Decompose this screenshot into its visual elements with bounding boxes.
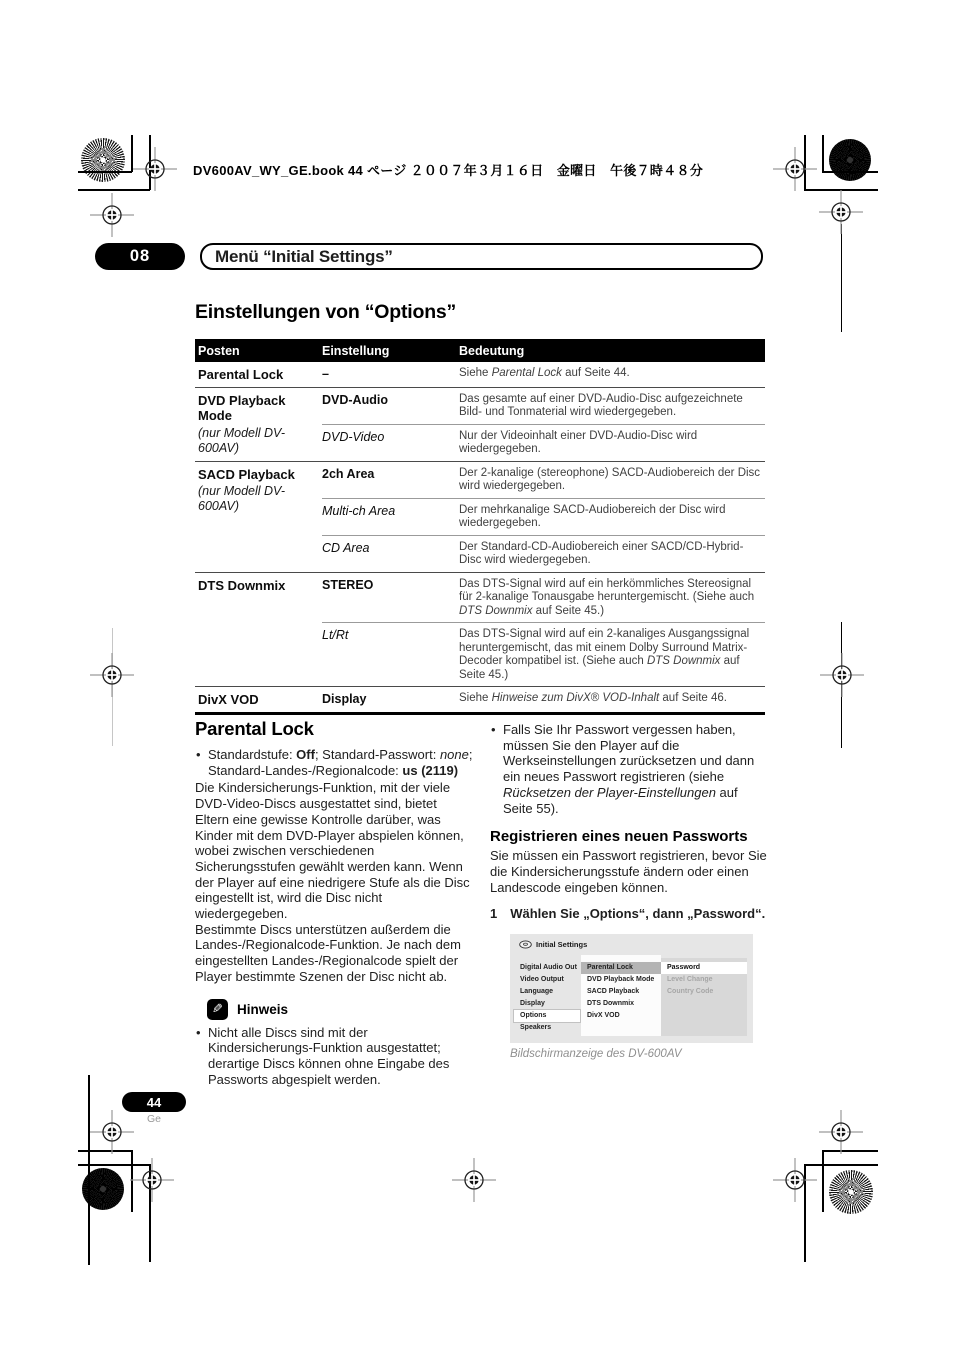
text-segment: none	[439, 747, 469, 762]
table-cell-setting: Lt/Rt	[322, 628, 349, 642]
table-subrow	[322, 622, 765, 686]
osd-middle-menu	[581, 962, 661, 1022]
parental-lock-section	[195, 716, 473, 1089]
posten-note: (nur Modell DV-600AV)	[198, 425, 286, 455]
registration-starburst-bottom-right	[829, 1170, 873, 1214]
osd-left-menu-item: Speakers	[520, 1024, 552, 1031]
osd-middle-menu-item: DVD Playback Mode	[587, 976, 655, 983]
osd-screenshot	[510, 934, 753, 1043]
forgot-password-bullet	[490, 722, 767, 816]
osd-middle-menu-item: DivX VOD	[587, 1012, 620, 1019]
table-subrows	[322, 462, 765, 572]
table-header-bedeutung: Bedeutung	[459, 343, 525, 358]
text-segment: Rücksetzen der Player-Einstellungen	[503, 784, 716, 800]
crop-mark-line	[822, 135, 824, 172]
crop-mark-line	[841, 224, 842, 332]
section-title: Einstellungen von “Options”	[195, 301, 457, 323]
table-subrow	[322, 687, 765, 711]
posten-name: DVD Playback Mode	[198, 392, 286, 423]
text-segment: Der mehrkanalige SACD-Audiobereich der Disc wird wiedergegeben.	[459, 503, 726, 529]
table-cell-setting: Display	[322, 692, 367, 706]
table-subrow	[322, 573, 765, 623]
table-cell-posten	[195, 462, 322, 572]
text-segment: DTS Downmix	[646, 655, 721, 667]
registration-crosshair-icon	[88, 191, 136, 239]
crop-mark-line	[78, 171, 132, 173]
text-segment: Parental Lock	[491, 367, 562, 379]
text-segment: Das gesamte auf einer DVD-Audio-Disc aufgezeichnete Bild- und Tonmaterial wird wiedergegeben.	[459, 392, 743, 418]
registration-crosshair-icon	[818, 651, 866, 699]
table-subrows	[322, 388, 765, 461]
crop-mark-line	[822, 1150, 824, 1212]
text-segment: us (2119)	[402, 762, 459, 778]
right-column	[490, 716, 767, 922]
osd-left-menu	[514, 962, 580, 1034]
table-subrows	[322, 362, 765, 387]
table-subrows	[322, 687, 765, 712]
text-segment: Off	[296, 747, 315, 762]
step-1: 1 Wählen Sie „Options“, dann „Password“.	[490, 906, 766, 922]
page-number-badge	[122, 1092, 186, 1112]
table-subrow	[322, 462, 765, 498]
table-row	[195, 572, 765, 687]
table-cell-posten	[195, 573, 322, 687]
posten-name: DTS Downmix	[198, 577, 286, 593]
text-segment: Siehe	[459, 367, 492, 379]
osd-left-menu-item: Digital Audio Out	[520, 964, 577, 971]
note-pencil-icon	[207, 999, 228, 1020]
table-row	[195, 686, 765, 712]
osd-right-menu-item: Password	[661, 962, 747, 974]
osd-middle-menu-item: DTS Downmix	[587, 1000, 635, 1007]
osd-right-menu	[661, 962, 747, 998]
posten-name: SACD Playback	[198, 466, 295, 482]
table-cell-setting: DVD-Video	[322, 429, 385, 444]
note-label: Hinweis	[237, 1001, 289, 1017]
note-bullet: • Nicht alle Discs sind mit der Kindersicherungs-Funktion ausgestattet; derartige Discs können ohne Eingabe des Passworts abgespielt werden.	[195, 1025, 473, 1088]
text-segment: ; Standard-Passwort:	[314, 747, 440, 762]
table-cell-meaning	[459, 388, 765, 424]
registration-crosshair-icon	[771, 145, 819, 193]
table-header-row	[195, 339, 765, 362]
osd-middle-menu-item: Parental Lock	[581, 962, 661, 974]
disc-icon	[519, 940, 532, 949]
table-cell-setting: CD Area	[322, 540, 370, 555]
text-segment: Falls Sie Ihr Passwort vergessen haben, müssen Sie den Player auf die Werkseinstellungen zurücksetzen und dann ein neues Passwort registrieren (siehe	[503, 722, 755, 785]
text-segment: auf Seite 45.)	[532, 604, 605, 617]
text-segment: DTS Downmix	[459, 604, 533, 617]
osd-right-menu-item: Level Change	[667, 976, 713, 983]
table-cell-posten	[195, 687, 322, 712]
register-password-title: Registrieren eines neuen Passworts	[490, 828, 748, 846]
crop-mark-line	[88, 1075, 90, 1265]
posten-note: (nur Modell DV-600AV)	[198, 484, 286, 513]
table-cell-meaning	[459, 499, 765, 535]
table-cell-meaning	[459, 573, 765, 623]
text-segment: auf Seite 55).	[503, 784, 738, 816]
text-segment: auf Seite 44.	[561, 367, 630, 379]
page-number: 44	[146, 1094, 162, 1110]
table-cell-meaning	[459, 536, 765, 572]
parental-lock-title: Parental Lock	[195, 718, 314, 739]
text-segment: Das DTS-Signal wird auf ein herkömmliches Stereosignal für 2-kanalige Tonausgabe heruntergemischt. (Siehe auch	[459, 577, 755, 603]
table-cell-meaning	[459, 425, 765, 461]
osd-left-menu-item: Language	[520, 988, 554, 995]
chapter-title-box	[200, 243, 763, 270]
osd-left-menu-item: Display	[520, 1000, 545, 1007]
text-segment: ; Standard-Landes-/Regionalcode:	[208, 747, 473, 778]
table-cell-setting: –	[322, 367, 329, 381]
table-row	[195, 387, 765, 461]
registration-crosshair-icon	[817, 188, 865, 236]
registration-crosshair-icon	[128, 1156, 176, 1204]
defaults-bullet	[195, 747, 473, 778]
page-language-label: Ge	[146, 1113, 161, 1125]
text-segment: auf Seite 46.	[659, 692, 727, 704]
register-password-paragraph: Sie müssen ein Passwort registrieren, bevor Sie die Kindersicherungsstufe ändern oder einen Landescode eingeben können.	[490, 848, 767, 895]
osd-middle-menu-item: SACD Playback	[587, 988, 640, 995]
options-table	[195, 339, 765, 715]
table-header-einstellung: Einstellung	[322, 343, 390, 358]
table-subrows	[322, 573, 765, 687]
chapter-number-badge	[95, 243, 185, 270]
posten-name: Parental Lock	[198, 367, 284, 382]
text-segment: Standardstufe:	[208, 747, 297, 762]
registration-crosshair-icon	[88, 651, 136, 699]
table-cell-setting: DVD-Audio	[322, 392, 388, 407]
registration-crosshair-icon	[131, 145, 179, 193]
note-header	[195, 999, 473, 1020]
table-cell-meaning	[459, 462, 765, 498]
table-cell-meaning	[459, 687, 765, 711]
osd-title-bar	[519, 940, 587, 949]
table-subrow	[322, 424, 765, 461]
crop-mark-line	[822, 171, 878, 173]
table-cell-posten	[195, 362, 322, 387]
registration-crosshair-icon	[817, 1108, 865, 1156]
table-row	[195, 461, 765, 572]
chapter-title: Menü “Initial Settings”	[215, 246, 393, 266]
text-segment: Der 2-kanalige (stereophone) SACD-Audiobereich der Disc wird wiedergegeben.	[459, 466, 761, 492]
table-row	[195, 362, 765, 387]
print-header-line: DV600AV_WY_GE.book 44 ページ ２００７年３月１６日 金曜日 午後７時４８分	[193, 163, 704, 178]
osd-caption: Bildschirmanzeige des DV-600AV	[510, 1048, 682, 1060]
parental-lock-paragraph-1: Die Kindersicherungs-Funktion, mit der viele DVD-Video-Discs ausgestattet sind, bietet Eltern eine gewisse Kontrolle darüber, was Kinder mit dem DVD-Player abspielen können, wobei zwischen verschiedenen Sicherungsstufen gewählt werden kann. Wenn der Player auf eine niedrigere Stufe als die Disc eingestellt ist, wird die Disc nicht wiedergegeben.	[195, 780, 470, 922]
text-segment: Nur der Videoinhalt einer DVD-Audio-Disc wird wiedergegeben.	[459, 429, 698, 455]
table-cell-setting: 2ch Area	[322, 466, 375, 481]
osd-right-menu-item: Country Code	[667, 988, 714, 995]
table-cell-meaning	[459, 623, 765, 686]
options-table-body	[195, 362, 765, 712]
parental-lock-paragraph-2: Bestimmte Discs unterstützen außerdem die Landes-/Regionalcode-Funktion. Je nach dem eingestellten Landes-/Regionalcode spielt der Player bestimmte Szenen der Disc nicht ab.	[195, 921, 461, 984]
text-segment: Siehe	[459, 692, 492, 704]
registration-crosshair-icon	[771, 1156, 819, 1204]
table-cell-meaning	[459, 362, 765, 386]
registration-crosshair-icon	[450, 1156, 498, 1204]
osd-left-menu-item: Video Output	[520, 976, 564, 983]
table-subrow	[322, 535, 765, 572]
table-subrow	[322, 362, 765, 386]
table-subrow	[322, 498, 765, 535]
table-subrow	[322, 388, 765, 424]
text-segment: Das DTS-Signal wird auf ein 2-kanaliges Ausgangssignal heruntergemischt, das mit einem Dolby Surround Matrix-Decoder kompatibel ist. (Siehe auch	[459, 628, 750, 667]
text-segment: Hinweise zum DivX® VOD-Inhalt	[491, 692, 660, 704]
chapter-number: 08	[129, 247, 151, 265]
text-segment: Der Standard-CD-Audiobereich einer SACD/CD-Hybrid-Disc wird wiedergegeben.	[459, 540, 744, 566]
text-segment: auf Seite 45.)	[459, 655, 740, 681]
posten-name: DivX VOD	[198, 692, 259, 707]
osd-title: Initial Settings	[536, 940, 588, 949]
table-header-posten: Posten	[198, 343, 240, 358]
table-cell-setting: STEREO	[322, 577, 374, 592]
registration-starburst-top-left	[81, 138, 125, 182]
osd-left-menu-item: Options	[514, 1010, 580, 1022]
table-cell-posten	[195, 388, 322, 461]
table-cell-setting: Multi-ch Area	[322, 503, 396, 518]
registration-disc-top-right	[829, 139, 871, 181]
